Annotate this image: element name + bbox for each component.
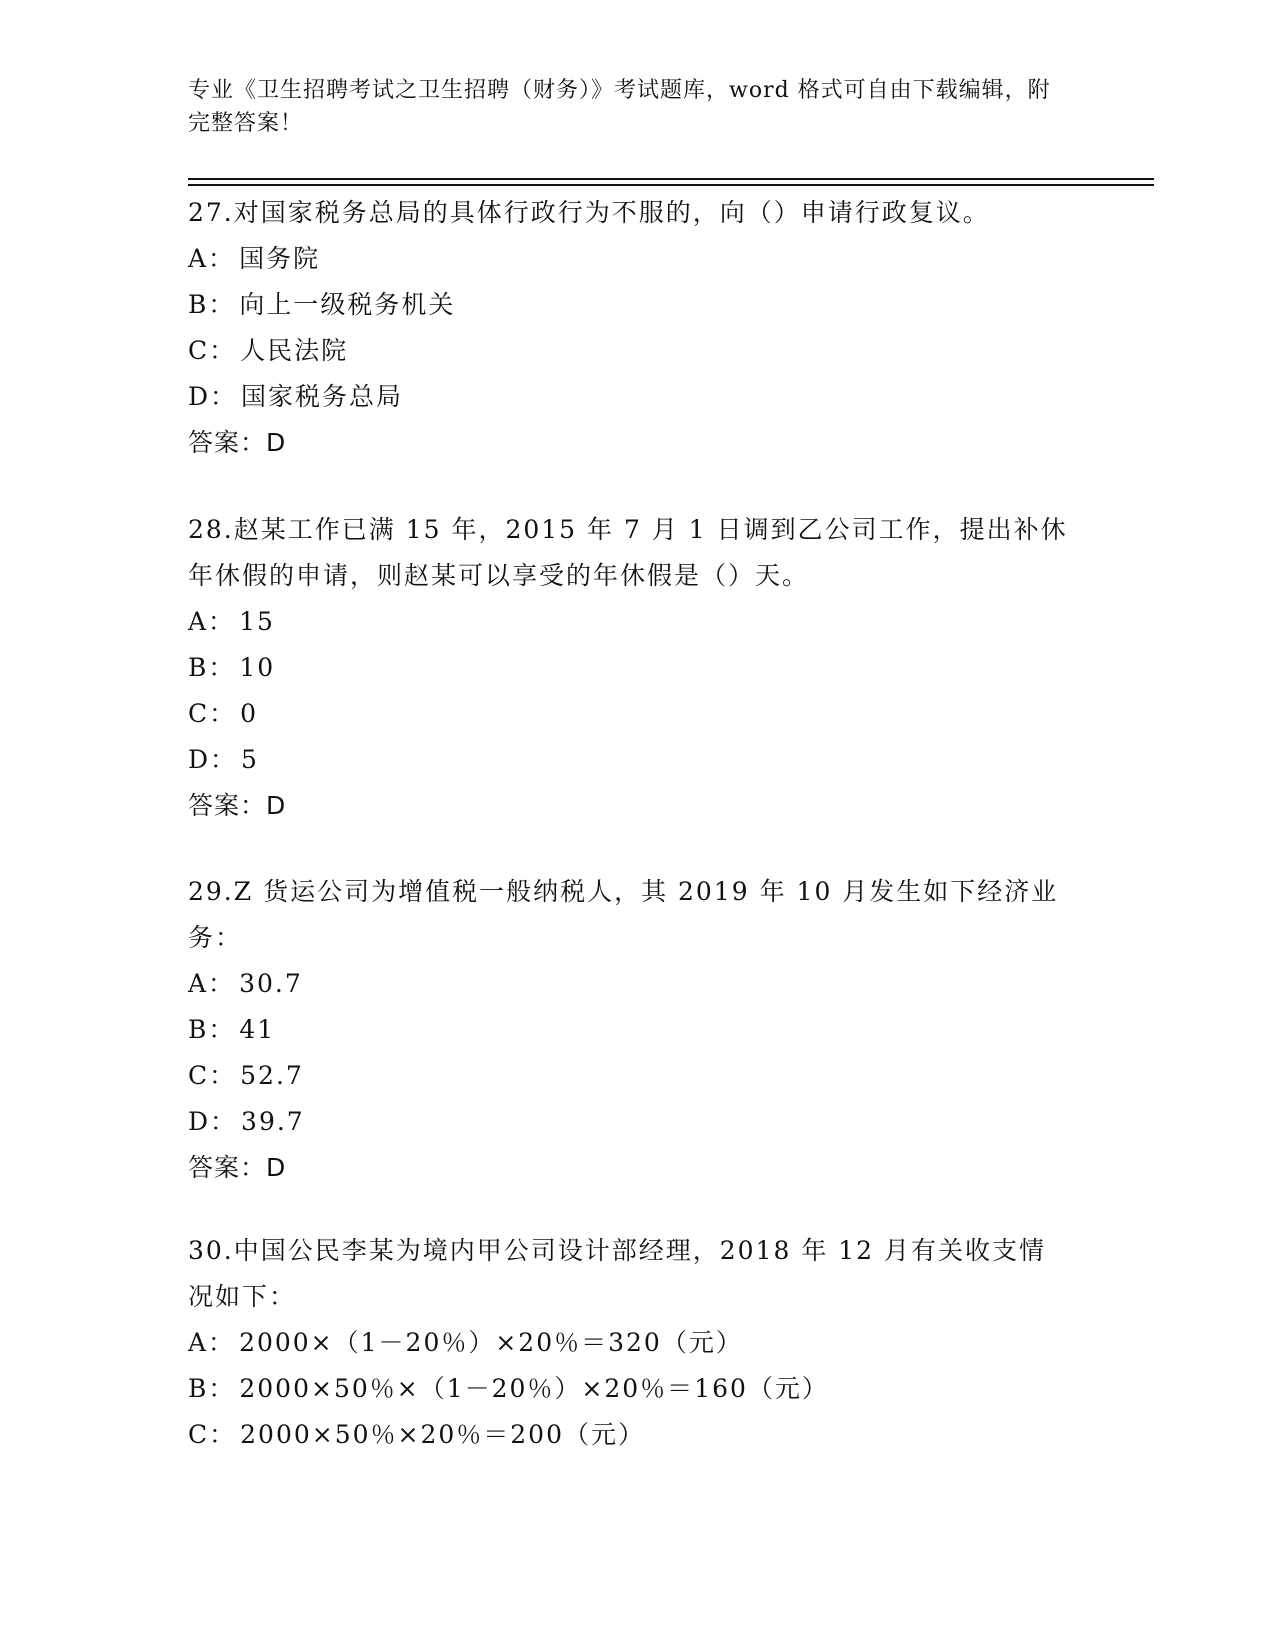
option-text: 41 [239,1015,276,1044]
option-key: D： [188,1107,238,1136]
option-text: 39.7 [241,1107,305,1136]
option-b [188,1366,1068,1412]
option-text: 10 [239,653,276,682]
question-stem: 29.Z 货运公司为增值税一般纳税人，其 2019 年 10 月发生如下经济业务： [188,877,1059,952]
option-key: B： [188,653,236,682]
option-key: A： [188,244,236,273]
option-key: C： [188,1420,237,1449]
option-d [188,737,1068,783]
answer-line: 答案：D [188,791,287,820]
option-text: 15 [239,607,275,636]
question-stem: 28.赵某工作已满 15 年，2015 年 7 月 1 日调到乙公司工作，提出补休年休假的申请，则赵某可以享受的年休假是（）天。 [188,515,1068,590]
document-header: 专业《卫生招聘考试之卫生招聘（财务）》考试题库，word 格式可自由下载编辑，附完整答案！ [188,78,1051,136]
option-text: 30.7 [239,969,303,998]
option-d [188,374,1068,420]
question-28 [188,507,1068,829]
option-key: C： [188,336,237,365]
option-text: 人民法院 [240,336,349,365]
question-stem: 30.中国公民李某为境内甲公司设计部经理，2018 年 12 月有关收支情况如下： [188,1236,1047,1311]
option-key: A： [188,1328,236,1357]
option-text: 2000×50％×（1－20％）×20％＝160（元） [239,1374,829,1403]
header-divider-bottom [188,184,1154,186]
option-b [188,282,1068,328]
option-text: 国务院 [239,244,321,273]
option-text: 0 [240,699,259,728]
option-text: 2000×（1－20％）×20％＝320（元） [239,1328,743,1357]
option-key: C： [188,699,237,728]
option-text: 52.7 [240,1061,304,1090]
option-c [188,1412,1068,1458]
option-b [188,645,1068,691]
option-a [188,599,1068,645]
answer-line: 答案：D [188,1153,287,1182]
option-key: A： [188,607,236,636]
option-a [188,961,1068,1007]
option-key: B： [188,1015,236,1044]
option-key: D： [188,382,238,411]
question-27 [188,190,1068,466]
option-key: D： [188,745,238,774]
option-key: B： [188,1374,236,1403]
option-text: 5 [241,745,259,774]
question-29 [188,869,1068,1191]
header-divider-top [188,178,1154,180]
option-key: A： [188,969,236,998]
answer-line: 答案：D [188,428,287,457]
option-a [188,236,1068,282]
option-b [188,1007,1068,1053]
option-text: 向上一级税务机关 [239,290,456,319]
option-text: 国家税务总局 [241,382,404,411]
option-key: C： [188,1061,237,1090]
option-c [188,328,1068,374]
option-d [188,1099,1068,1145]
option-key: B： [188,290,236,319]
option-c [188,691,1068,737]
option-text: 2000×50％×20％＝200（元） [240,1420,645,1449]
question-30 [188,1228,1068,1458]
option-a [188,1320,1068,1366]
question-stem: 27.对国家税务总局的具体行政行为不服的，向（）申请行政复议。 [188,198,990,227]
option-c [188,1053,1068,1099]
